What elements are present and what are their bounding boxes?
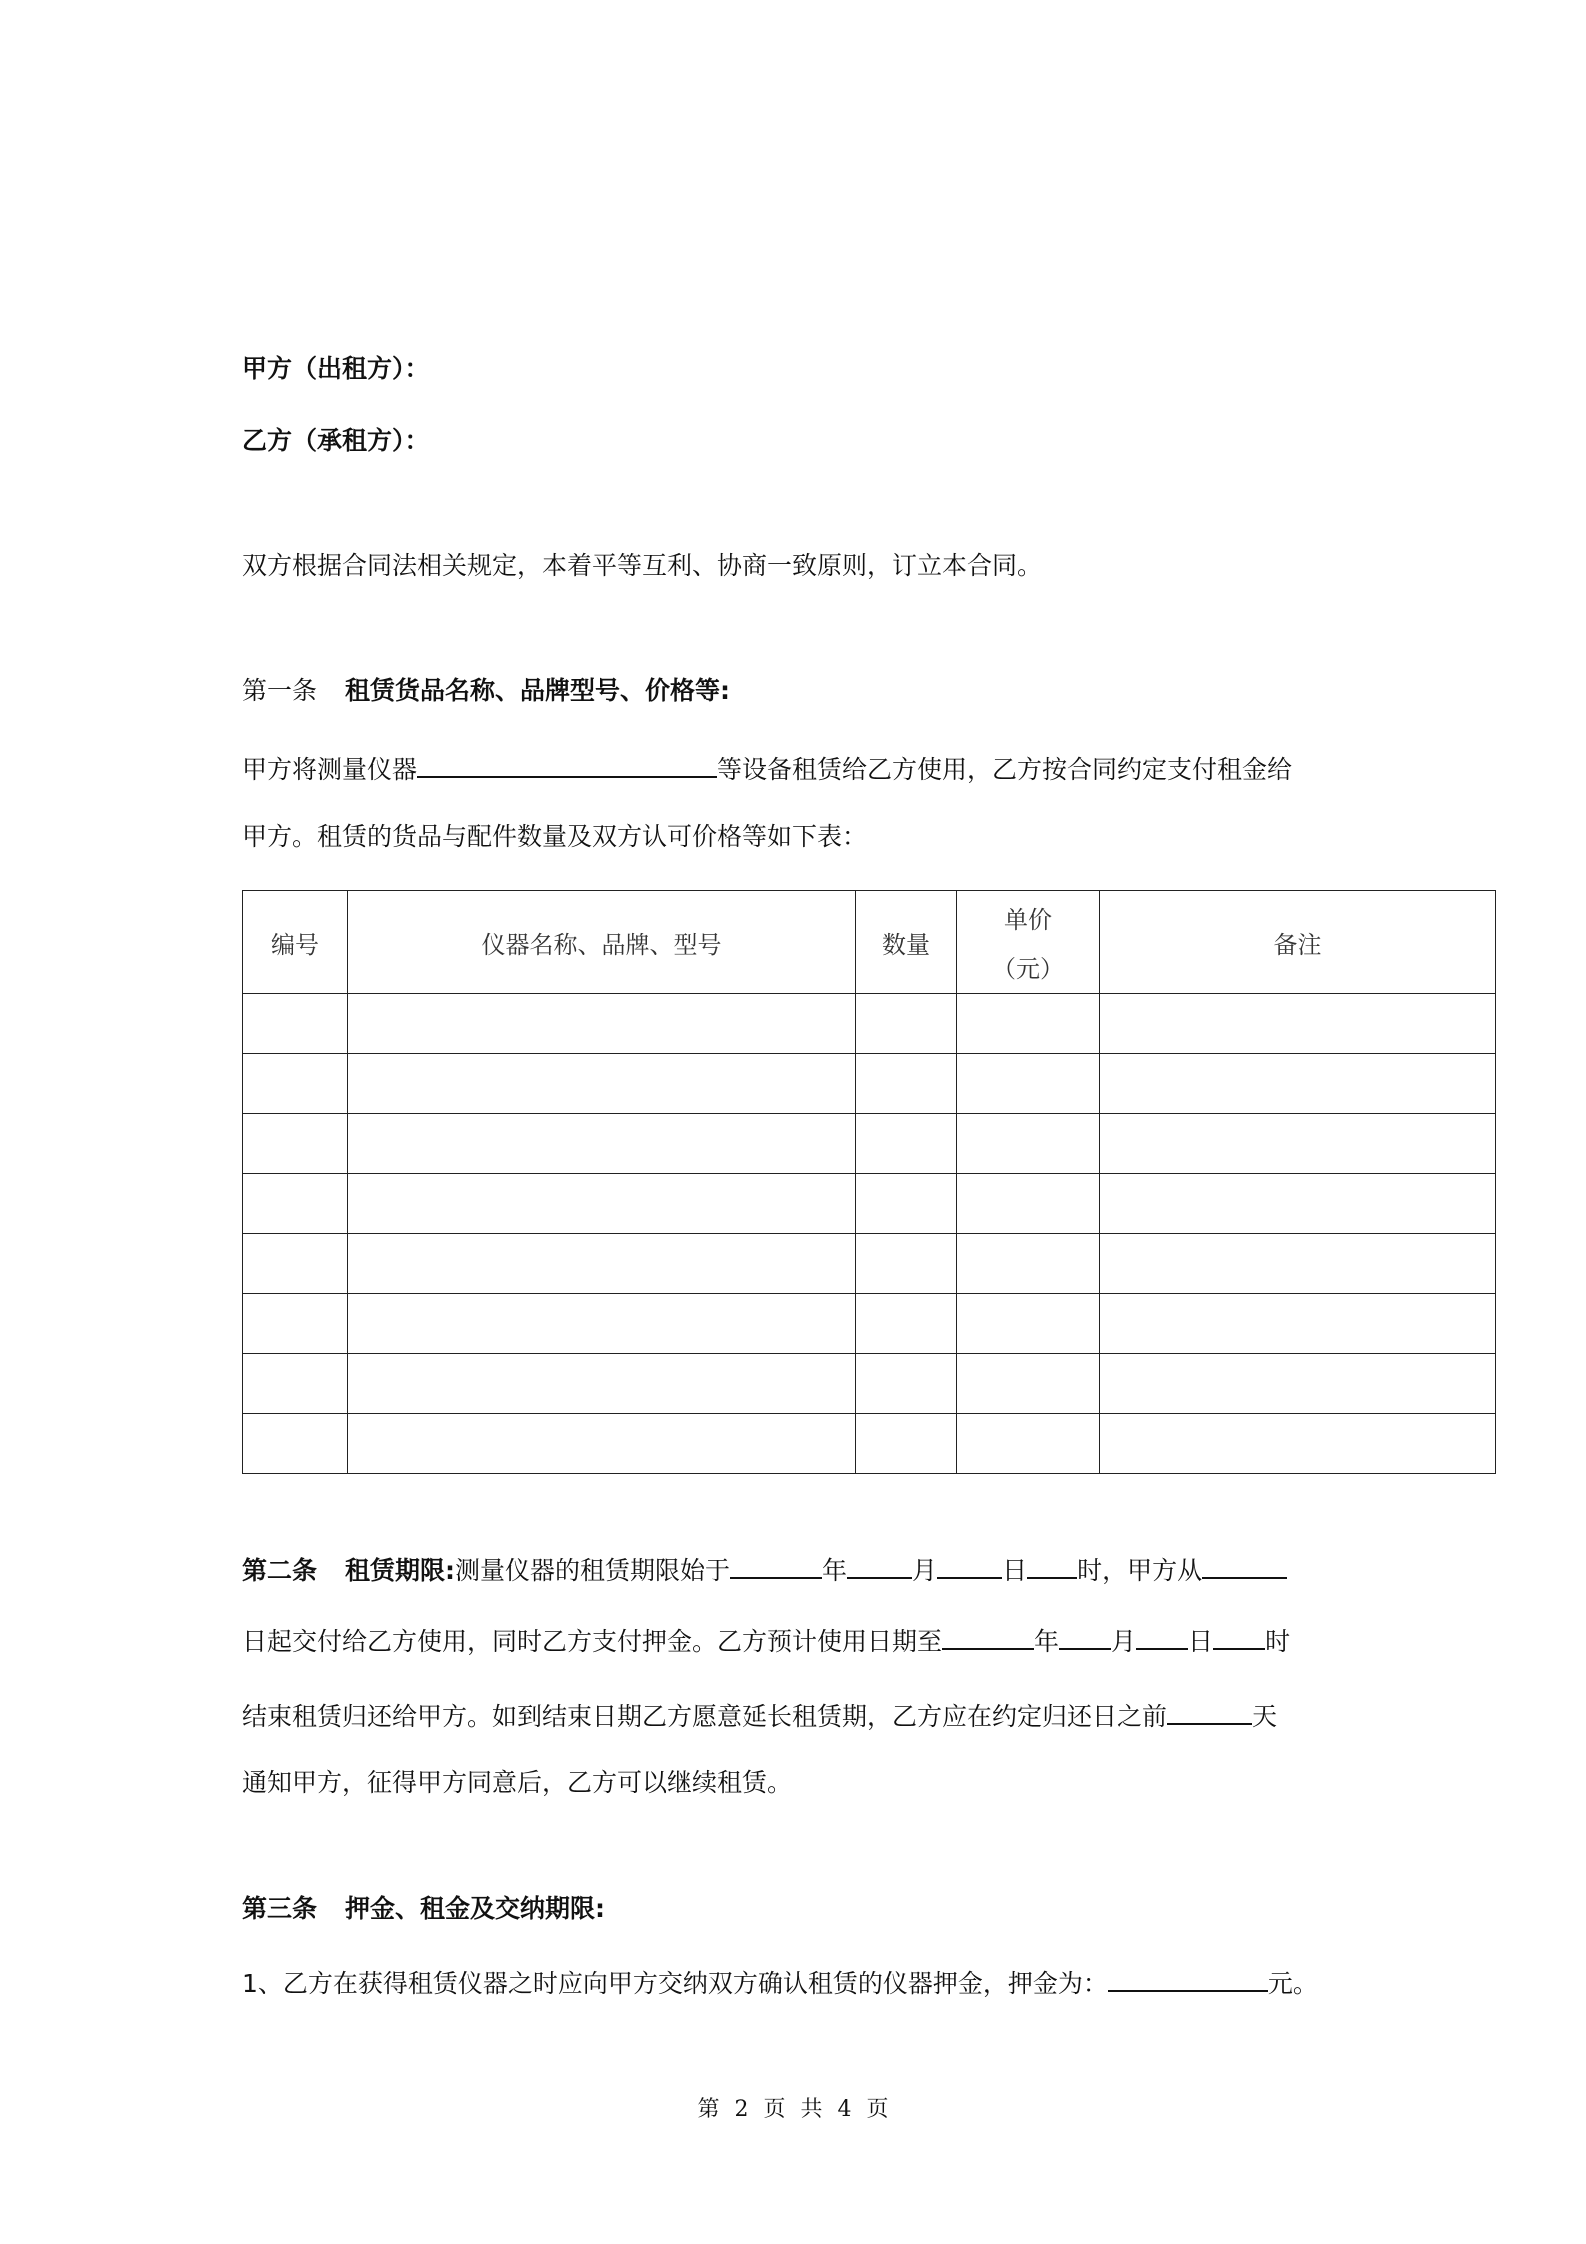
page-number: 2 — [734, 2097, 749, 2122]
table-cell[interactable] — [243, 1294, 348, 1354]
text: 月 — [1111, 1627, 1137, 1656]
total-pages: 4 — [837, 2097, 852, 2122]
article1-title: 租赁货品名称、品牌型号、价格等: — [345, 676, 731, 705]
text: 日起交付给乙方使用，同时乙方支付押金。乙方预计使用日期至 — [242, 1627, 943, 1656]
article2-line2 — [242, 1622, 1290, 1659]
article1-num: 第一条 — [242, 676, 318, 705]
table-cell[interactable] — [856, 1354, 957, 1414]
table-cell[interactable] — [1100, 994, 1496, 1054]
text: ，甲方从 — [1102, 1556, 1203, 1585]
text: 月 — [912, 1556, 938, 1585]
article3-title: 押金、租金及交纳期限: — [345, 1894, 606, 1923]
preamble: 双方根据合同法相关规定，本着平等互利、协商一致原则，订立本合同。 — [242, 551, 1043, 580]
text: 日 — [1188, 1627, 1214, 1656]
table-cell[interactable] — [243, 1234, 348, 1294]
t: 共 — [800, 2097, 823, 2122]
notice-days-blank[interactable] — [1167, 1697, 1252, 1725]
table-row — [243, 1294, 1496, 1354]
price-unit: （元） — [992, 955, 1064, 983]
table-cell[interactable] — [348, 1174, 856, 1234]
instrument-blank[interactable] — [417, 750, 717, 778]
article3-heading — [242, 1892, 605, 1926]
text: 年 — [1034, 1627, 1060, 1656]
table-row — [243, 1114, 1496, 1174]
table-cell[interactable] — [348, 994, 856, 1054]
table-row — [243, 1234, 1496, 1294]
table-cell[interactable] — [856, 1174, 957, 1234]
table-cell[interactable] — [957, 1414, 1100, 1474]
text: 等设备租赁给乙方使用，乙方按合同约定支付租金给 — [717, 755, 1293, 784]
article3-item1 — [242, 1964, 1318, 2001]
end-month-blank[interactable] — [1059, 1622, 1111, 1650]
article2-line3 — [242, 1697, 1277, 1734]
text: 时 — [1265, 1627, 1291, 1656]
table-cell[interactable] — [856, 1414, 957, 1474]
equipment-table — [242, 890, 1496, 1474]
table-cell[interactable] — [1100, 1234, 1496, 1294]
table-cell[interactable] — [348, 1114, 856, 1174]
delivery-blank[interactable] — [1202, 1551, 1287, 1579]
table-cell[interactable] — [348, 1234, 856, 1294]
article1-p1 — [242, 750, 1292, 787]
header-name: 仪器名称、品牌、型号 — [348, 891, 856, 994]
article2-title: 租赁期限: — [345, 1556, 456, 1585]
table-cell[interactable] — [243, 994, 348, 1054]
text: 天 — [1252, 1702, 1278, 1731]
t: 页 — [763, 2097, 786, 2122]
table-cell[interactable] — [957, 1234, 1100, 1294]
table-cell[interactable] — [243, 1354, 348, 1414]
table-cell[interactable] — [1100, 1354, 1496, 1414]
table-cell[interactable] — [856, 1054, 957, 1114]
table-cell[interactable] — [856, 1234, 957, 1294]
table-cell[interactable] — [348, 1054, 856, 1114]
start-day-blank[interactable] — [937, 1551, 1002, 1579]
table-cell[interactable] — [957, 994, 1100, 1054]
text: 日 — [1002, 1556, 1028, 1585]
table-cell[interactable] — [243, 1054, 348, 1114]
table-cell[interactable] — [348, 1354, 856, 1414]
table-cell[interactable] — [1100, 1054, 1496, 1114]
header-price — [957, 891, 1100, 994]
price-label: 单价 — [1004, 906, 1052, 934]
party-b-label: 乙方（承租方）： — [242, 426, 430, 455]
deposit-blank[interactable] — [1108, 1964, 1268, 1992]
table-row — [243, 1054, 1496, 1114]
text: 元。 — [1267, 1969, 1318, 1998]
header-qty: 数量 — [856, 891, 957, 994]
end-hour-blank[interactable] — [1213, 1622, 1265, 1650]
article1-heading — [242, 674, 730, 708]
table-cell[interactable] — [243, 1414, 348, 1474]
text: 1、乙方在获得租赁仪器之时应向甲方交纳双方确认租赁的仪器押金，押金为： — [242, 1969, 1108, 1998]
t: 页 — [866, 2097, 889, 2122]
table-cell[interactable] — [348, 1294, 856, 1354]
table-cell[interactable] — [243, 1174, 348, 1234]
table-cell[interactable] — [856, 1114, 957, 1174]
table-cell[interactable] — [957, 1354, 1100, 1414]
table-cell[interactable] — [1100, 1414, 1496, 1474]
table-cell[interactable] — [348, 1414, 856, 1474]
article1-p2: 甲方。租赁的货品与配件数量及双方认可价格等如下表： — [242, 822, 868, 851]
article2-num: 第二条 — [242, 1556, 318, 1585]
text: 年 — [822, 1556, 848, 1585]
table-cell[interactable] — [1100, 1294, 1496, 1354]
article2-line4: 通知甲方，征得甲方同意后，乙方可以继续租赁。 — [242, 1768, 793, 1797]
table-row — [243, 1174, 1496, 1234]
start-month-blank[interactable] — [847, 1551, 912, 1579]
text: 测量仪器的租赁期限始于 — [455, 1556, 731, 1585]
start-year-blank[interactable] — [730, 1551, 822, 1579]
table-cell[interactable] — [1100, 1114, 1496, 1174]
t: 第 — [697, 2097, 720, 2122]
table-cell[interactable] — [957, 1054, 1100, 1114]
text: 结束租赁归还给甲方。如到结束日期乙方愿意延长租赁期，乙方应在约定归还日之前 — [242, 1702, 1168, 1731]
table-row — [243, 1354, 1496, 1414]
start-hour-blank[interactable] — [1027, 1551, 1077, 1579]
table-cell[interactable] — [856, 994, 957, 1054]
page-footer — [0, 2092, 1586, 2123]
table-cell[interactable] — [1100, 1174, 1496, 1234]
header-number: 编号 — [243, 891, 348, 994]
table-row — [243, 1414, 1496, 1474]
text: 甲方将测量仪器 — [242, 755, 418, 784]
table-header — [243, 891, 1496, 994]
table-row — [243, 994, 1496, 1054]
party-a-label: 甲方（出租方）： — [242, 354, 430, 383]
end-day-blank[interactable] — [1136, 1622, 1188, 1650]
article2-line1 — [242, 1551, 1287, 1588]
table-cell[interactable] — [957, 1114, 1100, 1174]
table-cell[interactable] — [957, 1174, 1100, 1234]
text: 时 — [1077, 1556, 1103, 1585]
table-cell[interactable] — [243, 1114, 348, 1174]
table-cell[interactable] — [957, 1294, 1100, 1354]
article3-num: 第三条 — [242, 1894, 318, 1923]
header-remark: 备注 — [1100, 891, 1496, 994]
end-year-blank[interactable] — [942, 1622, 1034, 1650]
table-cell[interactable] — [856, 1294, 957, 1354]
